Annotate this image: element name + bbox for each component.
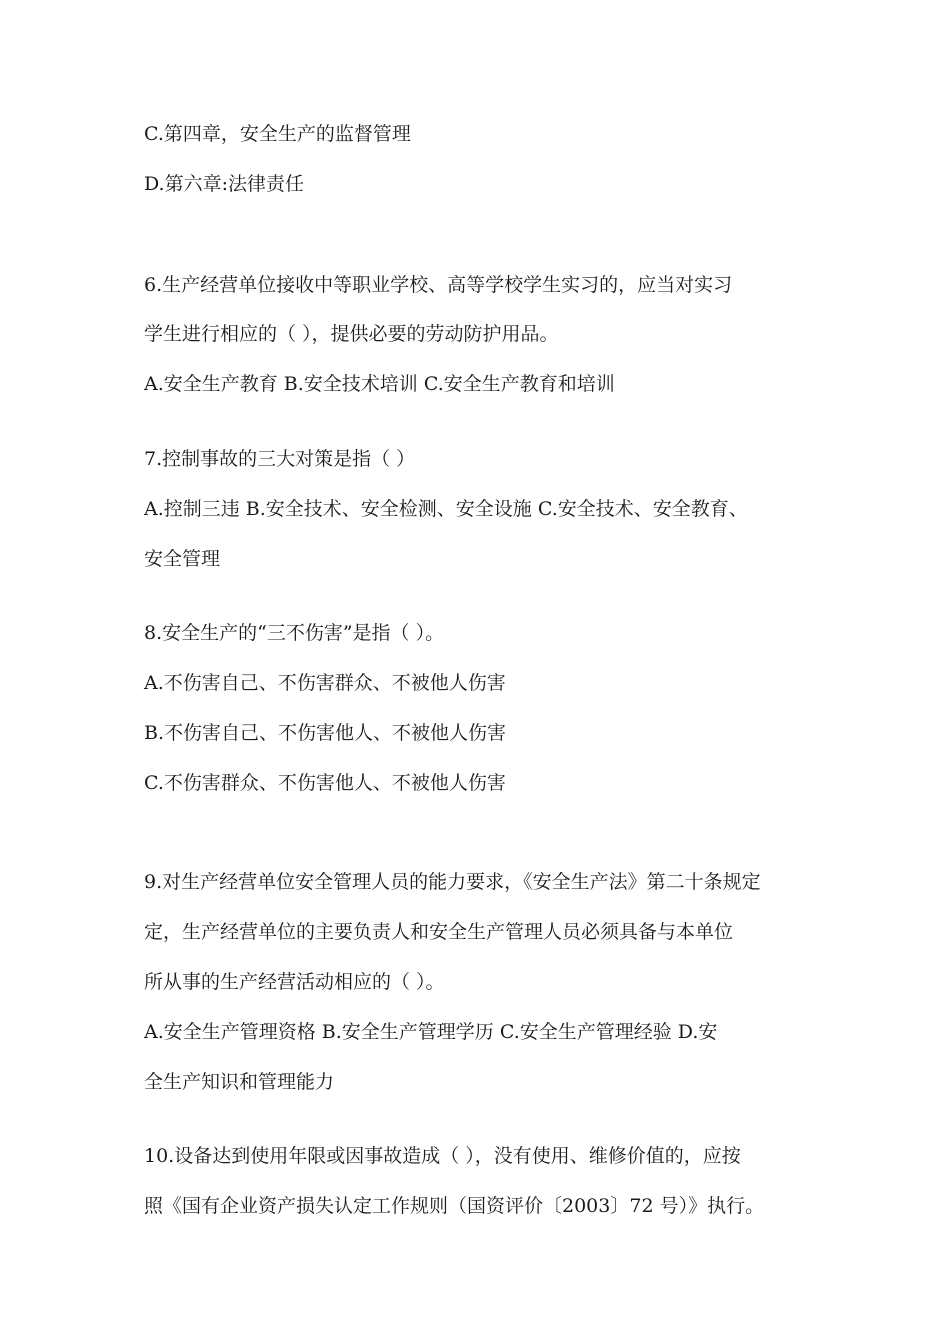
- question-7-options-line-1: A.控制三违 B.安全技术、安全检测、安全设施 C.安全技术、安全教育、: [144, 498, 748, 520]
- question-6-line-1: 6.生产经营单位接收中等职业学校、高等学校学生实习的，应当对实习: [144, 274, 733, 296]
- option-5d: D.第六章:法律责任: [144, 173, 304, 195]
- question-6-line-2: 学生进行相应的（ ），提供必要的劳动防护用品。: [144, 323, 559, 345]
- option-8b: B.不伤害自己、不伤害他人、不被他人伤害: [144, 722, 507, 744]
- question-10-line-2: 照《国有企业资产损失认定工作规则（国资评价〔2003〕72 号）》执行。: [144, 1195, 765, 1217]
- question-9-line-1: 9.对生产经营单位安全管理人员的能力要求，《安全生产法》第二十条规定: [144, 871, 761, 893]
- question-6-options: A.安全生产教育 B.安全技术培训 C.安全生产教育和培训: [144, 373, 615, 395]
- option-5c: C.第四章，安全生产的监督管理: [144, 123, 411, 145]
- question-7-options-line-2: 安全管理: [144, 548, 221, 570]
- question-7: 7.控制事故的三大对策是指（ ）: [144, 448, 416, 470]
- question-9-line-3: 所从事的生产经营活动相应的（ ）。: [144, 971, 445, 993]
- question-9-options-line-2: 全生产知识和管理能力: [144, 1071, 335, 1093]
- question-9-options-line-1: A.安全生产管理资格 B.安全生产管理学历 C.安全生产管理经验 D.安: [144, 1021, 718, 1043]
- question-9-line-2: 定，生产经营单位的主要负责人和安全生产管理人员必须具备与本单位: [144, 921, 734, 943]
- option-8a: A.不伤害自己、不伤害群众、不被他人伤害: [144, 672, 506, 694]
- question-10-line-1: 10.设备达到使用年限或因事故造成（ ），没有使用、维修价值的，应按: [144, 1145, 741, 1167]
- question-8: 8.安全生产的“三不伤害”是指（ ）。: [144, 622, 445, 644]
- option-8c: C.不伤害群众、不伤害他人、不被他人伤害: [144, 772, 506, 794]
